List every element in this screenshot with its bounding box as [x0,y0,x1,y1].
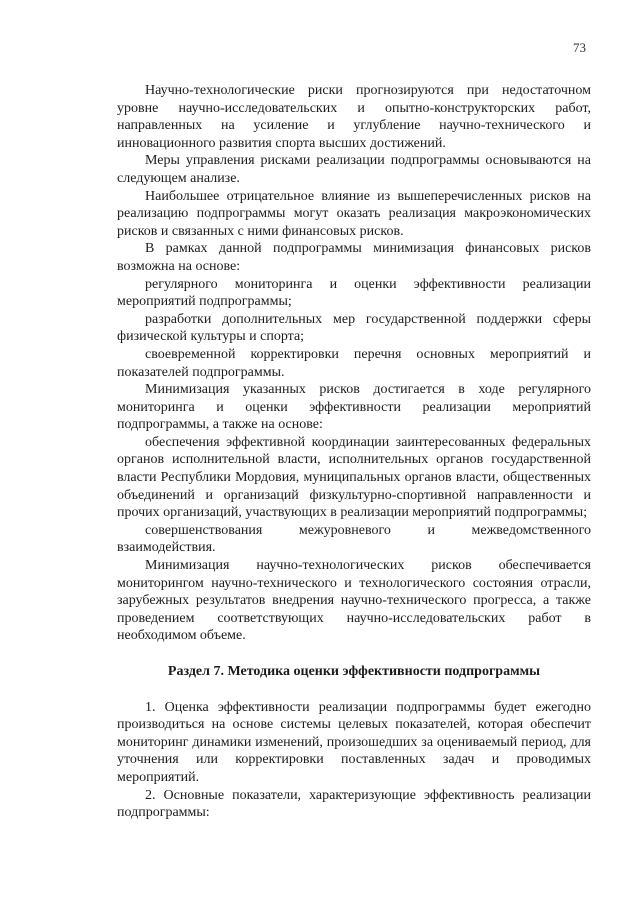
paragraph: Научно-технологические риски прогнозируются при недостаточном уровне научно-исследовательских и опытно-конструкторских работ, направленных на усиление и углубление научно-технического и инновационного развития спорта высших достижений. [117,83,591,151]
paragraph: В рамках данной подпрограммы минимизация финансовых рисков возможна на основе: [117,241,591,274]
paragraph: Меры управления рисками реализации подпрограммы основываются на следующем анализе. [117,153,591,186]
list-item: регулярного мониторинга и оценки эффективности реализации мероприятий подпрограммы; [117,276,591,310]
list-item: совершенствования межуровневого и межведомственного взаимодействия. [117,522,591,556]
paragraph: Наибольшее отрицательное влияние из вышеперечисленных рисков на реализацию подпрограммы могут оказать реализация макроэкономических рисков и связанных с ними финансовых рисков. [117,188,591,239]
paragraph: 1. Оценка эффективности реализации подпрограммы будет ежегодно производиться на основе системы целевых показателей, которая обеспечит мониторинг динамики изменений, произошедших за оцениваемый период, для уточнения или корректировки поставленных задач и проводимых мероприятий. [117,699,591,785]
page-number: 73 [573,40,586,55]
list-item: разработки дополнительных мер государственной поддержки сферы физической культуры и спорта; [117,311,591,345]
section-heading: Раздел 7. Методика оценки эффективности подпрограммы [167,664,541,679]
list-item: своевременной корректировки перечня основных мероприятий и показателей подпрограммы. [117,346,591,380]
paragraph: Минимизация научно-технологических рисков обеспечивается мониторингом научно-технического и технологического состояния отрасли, зарубежных результатов внедрения научно-технического прогресса, а также проведением соответствующих научно-исследовательских работ в необходимом объеме. [117,558,591,644]
list-item: обеспечения эффективной координации заинтересованных федеральных органов исполнительной власти, исполнительных органов государственной власти Республики Мордовия, муниципальных органов власти, общественных объединений и организаций физкультурно-спортивной направленности и прочих организаций, участвующих в реализации мероприятий подпрограммы; [117,434,591,521]
paragraph: Минимизация указанных рисков достигается в ходе регулярного мониторинга и оценки эффективности реализации мероприятий подпрограммы, а также на основе: [117,382,591,433]
paragraph: 2. Основные показатели, характеризующие эффективность реализации подпрограммы: [117,787,591,821]
document-body [117,82,591,822]
